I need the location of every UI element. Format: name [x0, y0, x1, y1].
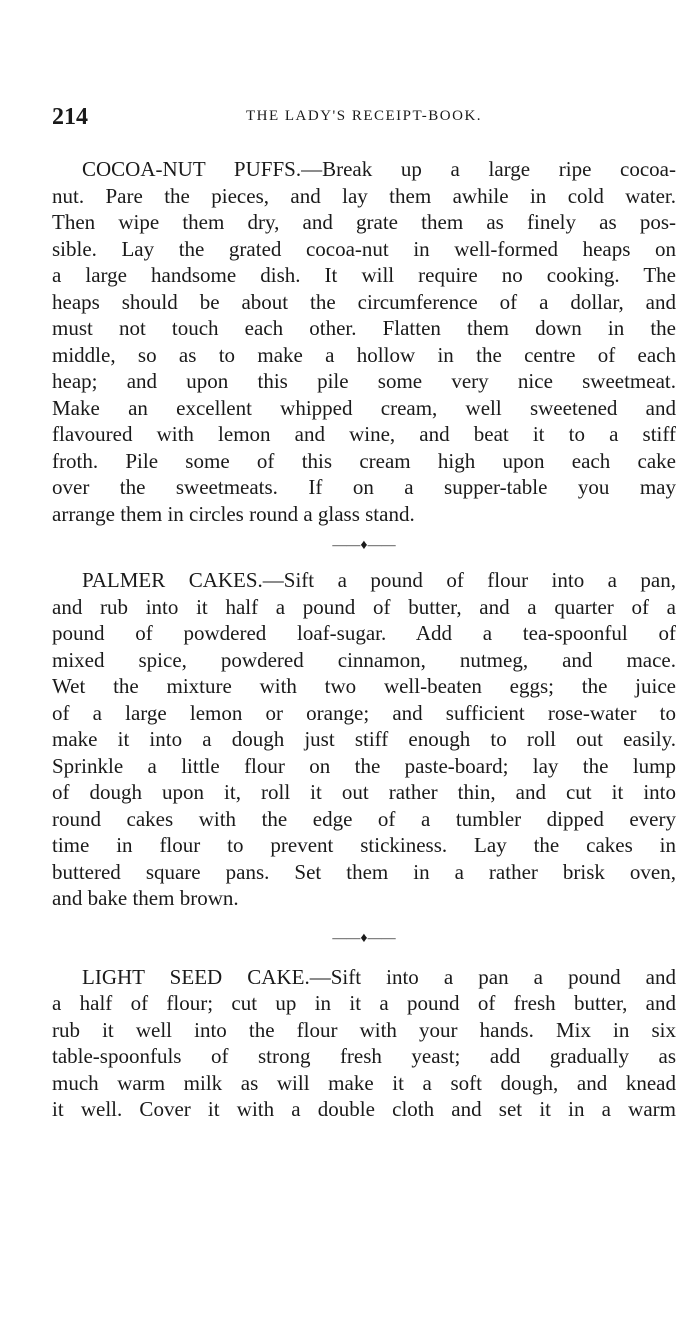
text-line: of dough upon it, roll it out rather thin, and cut it into	[52, 780, 676, 804]
text-line: pound of powdered loaf-sugar. Add a tea-spoonful of	[52, 621, 676, 645]
recipe-cocoa-nut-puffs	[52, 156, 676, 527]
text-line: PALMER CAKES.—Sift a pound of flour into a pan,	[82, 568, 676, 592]
text-line: Make an excellent whipped cream, well sweetened and	[52, 395, 676, 420]
section-separator	[52, 924, 676, 954]
text-line: rub it well into the flour with your hands. Mix in six	[52, 1017, 676, 1042]
separator-ornament: ——♦——	[332, 930, 396, 946]
text-line: mixed spice, powdered cinnamon, nutmeg, and mace.	[52, 647, 676, 672]
text-line: arrange them in circles round a glass stand.	[52, 501, 415, 526]
text-line: Sprinkle a little flour on the paste-board; lay the lump	[52, 753, 676, 778]
text-line: Wet the mixture with two well-beaten eggs; the juice	[52, 674, 676, 698]
book-page	[52, 104, 676, 1123]
page-header	[52, 104, 676, 138]
text-line: a half of flour; cut up in it a pound of fresh butter, and	[52, 991, 676, 1015]
text-line: much warm milk as will make it a soft dough, and knead	[52, 1070, 676, 1095]
text-line: Then wipe them dry, and grate them as finely as pos-	[52, 210, 676, 234]
text-line: heap; and upon this pile some very nice sweetmeat.	[52, 369, 676, 393]
text-line: middle, so as to make a hollow in the centre of each	[52, 342, 676, 367]
text-line: and rub into it half a pound of butter, and a quarter of a	[52, 594, 676, 619]
separator-ornament: ——♦——	[332, 538, 396, 553]
section-separator	[52, 531, 676, 561]
text-line: COCOA-NUT PUFFS.—Break up a large ripe cocoa-	[82, 157, 676, 181]
text-line: must not touch each other. Flatten them down in the	[52, 316, 676, 340]
recipe-light-seed-cake	[52, 964, 676, 1123]
text-line: round cakes with the edge of a tumbler dipped every	[52, 806, 676, 831]
text-line: over the sweetmeats. If on a supper-table you may	[52, 475, 676, 499]
text-line: make it into a dough just stiff enough to roll out easily.	[52, 727, 676, 751]
recipe-palmer-cakes	[52, 567, 676, 912]
text-line: froth. Pile some of this cream high upon each cake	[52, 448, 676, 473]
text-line: and bake them brown.	[52, 886, 239, 910]
text-line: LIGHT SEED CAKE.—Sift into a pan a pound and	[82, 964, 676, 989]
text-line: buttered square pans. Set them in a rather brisk oven,	[52, 859, 676, 884]
text-line: of a large lemon or orange; and sufficient rose-water to	[52, 700, 676, 725]
text-line: table-spoonfuls of strong fresh yeast; add gradually as	[52, 1044, 676, 1068]
running-title: THE LADY'S RECEIPT-BOOK.	[245, 108, 483, 124]
text-line: heaps should be about the circumference of a dollar, and	[52, 289, 676, 314]
text-line: time in flour to prevent stickiness. Lay the cakes in	[52, 833, 676, 857]
text-line: sible. Lay the grated cocoa-nut in well-formed heaps on	[52, 236, 676, 261]
text-line: flavoured with lemon and wine, and beat it to a stiff	[52, 422, 676, 446]
page-number: 214	[52, 104, 88, 130]
text-line: nut. Pare the pieces, and lay them awhile in cold water.	[52, 183, 676, 208]
text-line: a large handsome dish. It will require no cooking. The	[52, 263, 676, 287]
text-line: it well. Cover it with a double cloth and set it in a warm	[52, 1097, 676, 1121]
